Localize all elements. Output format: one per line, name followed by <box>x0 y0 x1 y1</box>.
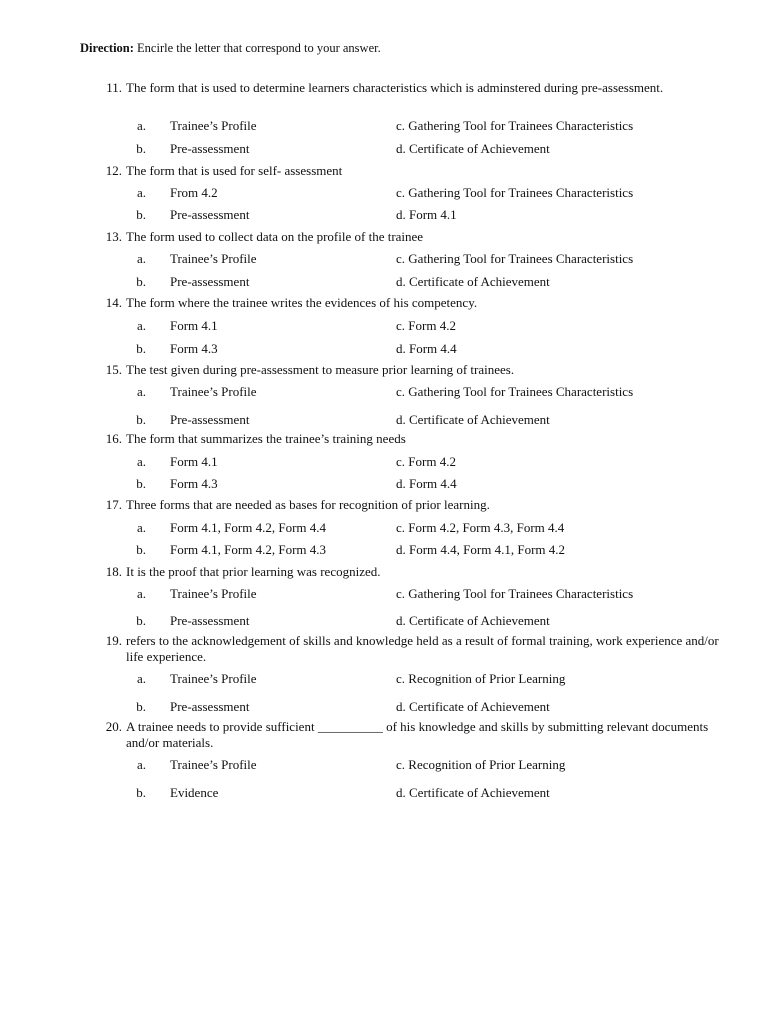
option-letter-d[interactable]: d. <box>396 274 406 289</box>
option-letter-c[interactable]: c. <box>396 520 406 535</box>
question-number: 16. <box>105 431 122 446</box>
question-number: 17. <box>105 497 122 512</box>
option-c[interactable] <box>396 586 633 602</box>
option-letter-a[interactable]: a. <box>136 251 146 266</box>
option-text-d[interactable]: Certificate of Achievement <box>409 613 550 628</box>
option-text-d[interactable]: Certificate of Achievement <box>409 412 550 427</box>
question-text: A trainee needs to provide sufficient __________ of his knowledge and skills by submitting relevant documents and/or materials. <box>126 719 709 750</box>
option-letter-d[interactable]: d. <box>396 613 406 628</box>
option-d[interactable] <box>396 785 550 801</box>
option-d[interactable] <box>396 699 550 715</box>
question-text: refers to the acknowledgement of skills and knowledge held as a result of formal training, work experience and/or life experience. <box>126 633 719 664</box>
option-d[interactable] <box>396 613 550 629</box>
option-letter-c[interactable]: c. <box>396 384 406 399</box>
option-text-b[interactable]: Evidence <box>170 785 219 800</box>
option-text-a[interactable]: Form 4.1 <box>170 318 218 333</box>
question-number: 19. <box>105 633 122 648</box>
option-letter-b[interactable]: b. <box>136 141 146 156</box>
option-letter-c[interactable]: c. <box>396 118 406 133</box>
option-text-b[interactable]: Pre-assessment <box>170 613 250 628</box>
option-text-b[interactable]: Pre-assessment <box>170 274 250 289</box>
question-text: The test given during pre-assessment to measure prior learning of trainees. <box>126 362 515 377</box>
direction-label: Direction: <box>80 41 134 55</box>
option-letter-d[interactable]: d. <box>396 476 406 491</box>
option-c[interactable] <box>396 520 564 536</box>
option-letter-a[interactable]: a. <box>136 671 146 686</box>
option-text-c[interactable]: Form 4.2 <box>408 454 456 469</box>
option-c[interactable] <box>396 251 633 267</box>
option-letter-d[interactable]: d. <box>396 412 406 427</box>
option-text-d[interactable]: Certificate of Achievement <box>409 785 550 800</box>
option-letter-d[interactable]: d. <box>396 542 406 557</box>
option-text-b[interactable]: Pre-assessment <box>170 412 250 427</box>
option-text-d[interactable]: Certificate of Achievement <box>409 699 550 714</box>
question-text: The form that is used for self- assessment <box>126 163 343 178</box>
question-number: 12. <box>105 163 122 178</box>
option-letter-a[interactable]: a. <box>136 118 146 133</box>
question-text: The form where the trainee writes the evidences of his competency. <box>126 295 478 310</box>
option-letter-c[interactable]: c. <box>396 185 406 200</box>
option-d[interactable] <box>396 341 457 357</box>
option-letter-a[interactable]: a. <box>136 185 146 200</box>
option-letter-c[interactable]: c. <box>396 251 406 266</box>
option-letter-a[interactable]: a. <box>136 384 146 399</box>
option-text-b[interactable]: Pre-assessment <box>170 207 250 222</box>
option-letter-b[interactable]: b. <box>136 476 146 491</box>
option-letter-a[interactable]: a. <box>136 520 146 535</box>
option-letter-a[interactable]: a. <box>136 454 146 469</box>
question-number: 11. <box>106 80 122 95</box>
option-text-c[interactable]: Form 4.2, Form 4.3, Form 4.4 <box>408 520 565 535</box>
option-d[interactable] <box>396 207 457 223</box>
option-letter-d[interactable]: d. <box>396 699 406 714</box>
option-d[interactable] <box>396 141 550 157</box>
direction-line <box>80 41 381 56</box>
option-text-c[interactable]: Recognition of Prior Learning <box>408 671 566 686</box>
option-text-a[interactable]: Trainee’s Profile <box>170 384 257 399</box>
option-text-d[interactable]: Form 4.4 <box>409 341 457 356</box>
option-text-a[interactable]: Trainee’s Profile <box>170 586 257 601</box>
question-text: The form used to collect data on the profile of the trainee <box>126 229 424 244</box>
option-text-b[interactable]: Form 4.3 <box>170 341 218 356</box>
option-text-a[interactable]: Form 4.1, Form 4.2, Form 4.4 <box>170 520 327 535</box>
option-text-c[interactable]: Gathering Tool for Trainees Characteristics <box>408 185 634 200</box>
question-text: Three forms that are needed as bases for recognition of prior learning. <box>126 497 490 512</box>
question-number: 20. <box>105 719 122 734</box>
option-text-b[interactable]: Form 4.1, Form 4.2, Form 4.3 <box>170 542 327 557</box>
option-letter-b[interactable]: b. <box>136 613 146 628</box>
question-text: The form that summarizes the trainee’s training needs <box>126 431 406 446</box>
option-text-d[interactable]: Certificate of Achievement <box>409 274 550 289</box>
option-letter-b[interactable]: b. <box>136 274 146 289</box>
option-text-c[interactable]: Form 4.2 <box>408 318 456 333</box>
option-c[interactable] <box>396 118 633 134</box>
option-text-b[interactable]: Form 4.3 <box>170 476 218 491</box>
question-number: 14. <box>105 295 122 310</box>
option-text-d[interactable]: Form 4.4, Form 4.1, Form 4.2 <box>409 542 566 557</box>
option-d[interactable] <box>396 274 550 290</box>
option-letter-a[interactable]: a. <box>136 318 146 333</box>
option-letter-d[interactable]: d. <box>396 341 406 356</box>
option-letter-b[interactable]: b. <box>136 542 146 557</box>
option-c[interactable] <box>396 384 633 400</box>
option-letter-d[interactable]: d. <box>396 785 406 800</box>
option-c[interactable] <box>396 757 565 773</box>
option-letter-d[interactable]: d. <box>396 207 406 222</box>
option-letter-b[interactable]: b. <box>136 699 146 714</box>
question-text: The form that is used to determine learners characteristics which is adminstered during pre-assessment. <box>126 80 664 95</box>
option-letter-c[interactable]: c. <box>396 757 406 772</box>
option-text-b[interactable]: Pre-assessment <box>170 141 250 156</box>
option-text-d[interactable]: Certificate of Achievement <box>409 141 550 156</box>
option-letter-a[interactable]: a. <box>136 757 146 772</box>
option-letter-b[interactable]: b. <box>136 341 146 356</box>
question-number: 18. <box>105 564 122 579</box>
option-text-c[interactable]: Recognition of Prior Learning <box>408 757 566 772</box>
question-text: It is the proof that prior learning was recognized. <box>126 564 381 579</box>
option-c[interactable] <box>396 185 633 201</box>
option-text-c[interactable]: Gathering Tool for Trainees Characteristics <box>408 586 634 601</box>
option-c[interactable] <box>396 454 456 470</box>
option-letter-d[interactable]: d. <box>396 141 406 156</box>
option-text-c[interactable]: Gathering Tool for Trainees Characteristics <box>408 118 634 133</box>
option-letter-b[interactable]: b. <box>136 207 146 222</box>
question-number: 13. <box>105 229 122 244</box>
option-c[interactable] <box>396 671 565 687</box>
direction-text: Encirle the letter that correspond to your answer. <box>137 41 381 55</box>
option-d[interactable] <box>396 542 565 558</box>
option-text-a[interactable]: Trainee’s Profile <box>170 757 257 772</box>
option-d[interactable] <box>396 412 550 428</box>
option-letter-a[interactable]: a. <box>136 586 146 601</box>
option-text-d[interactable]: Form 4.1 <box>409 207 457 222</box>
option-letter-b[interactable]: b. <box>136 785 146 800</box>
option-text-a[interactable]: Trainee’s Profile <box>170 671 257 686</box>
option-text-b[interactable]: Pre-assessment <box>170 699 250 714</box>
option-text-a[interactable]: Trainee’s Profile <box>170 251 257 266</box>
option-letter-c[interactable]: c. <box>396 454 406 469</box>
option-letter-b[interactable]: b. <box>136 412 146 427</box>
option-text-d[interactable]: Form 4.4 <box>409 476 457 491</box>
option-text-a[interactable]: From 4.2 <box>170 185 218 200</box>
option-letter-c[interactable]: c. <box>396 586 406 601</box>
option-d[interactable] <box>396 476 457 492</box>
option-text-a[interactable]: Trainee’s Profile <box>170 118 257 133</box>
question-number: 15. <box>105 362 122 377</box>
option-text-c[interactable]: Gathering Tool for Trainees Characteristics <box>408 251 634 266</box>
option-text-a[interactable]: Form 4.1 <box>170 454 218 469</box>
option-letter-c[interactable]: c. <box>396 318 406 333</box>
option-text-c[interactable]: Gathering Tool for Trainees Characteristics <box>408 384 634 399</box>
option-letter-c[interactable]: c. <box>396 671 406 686</box>
option-c[interactable] <box>396 318 456 334</box>
